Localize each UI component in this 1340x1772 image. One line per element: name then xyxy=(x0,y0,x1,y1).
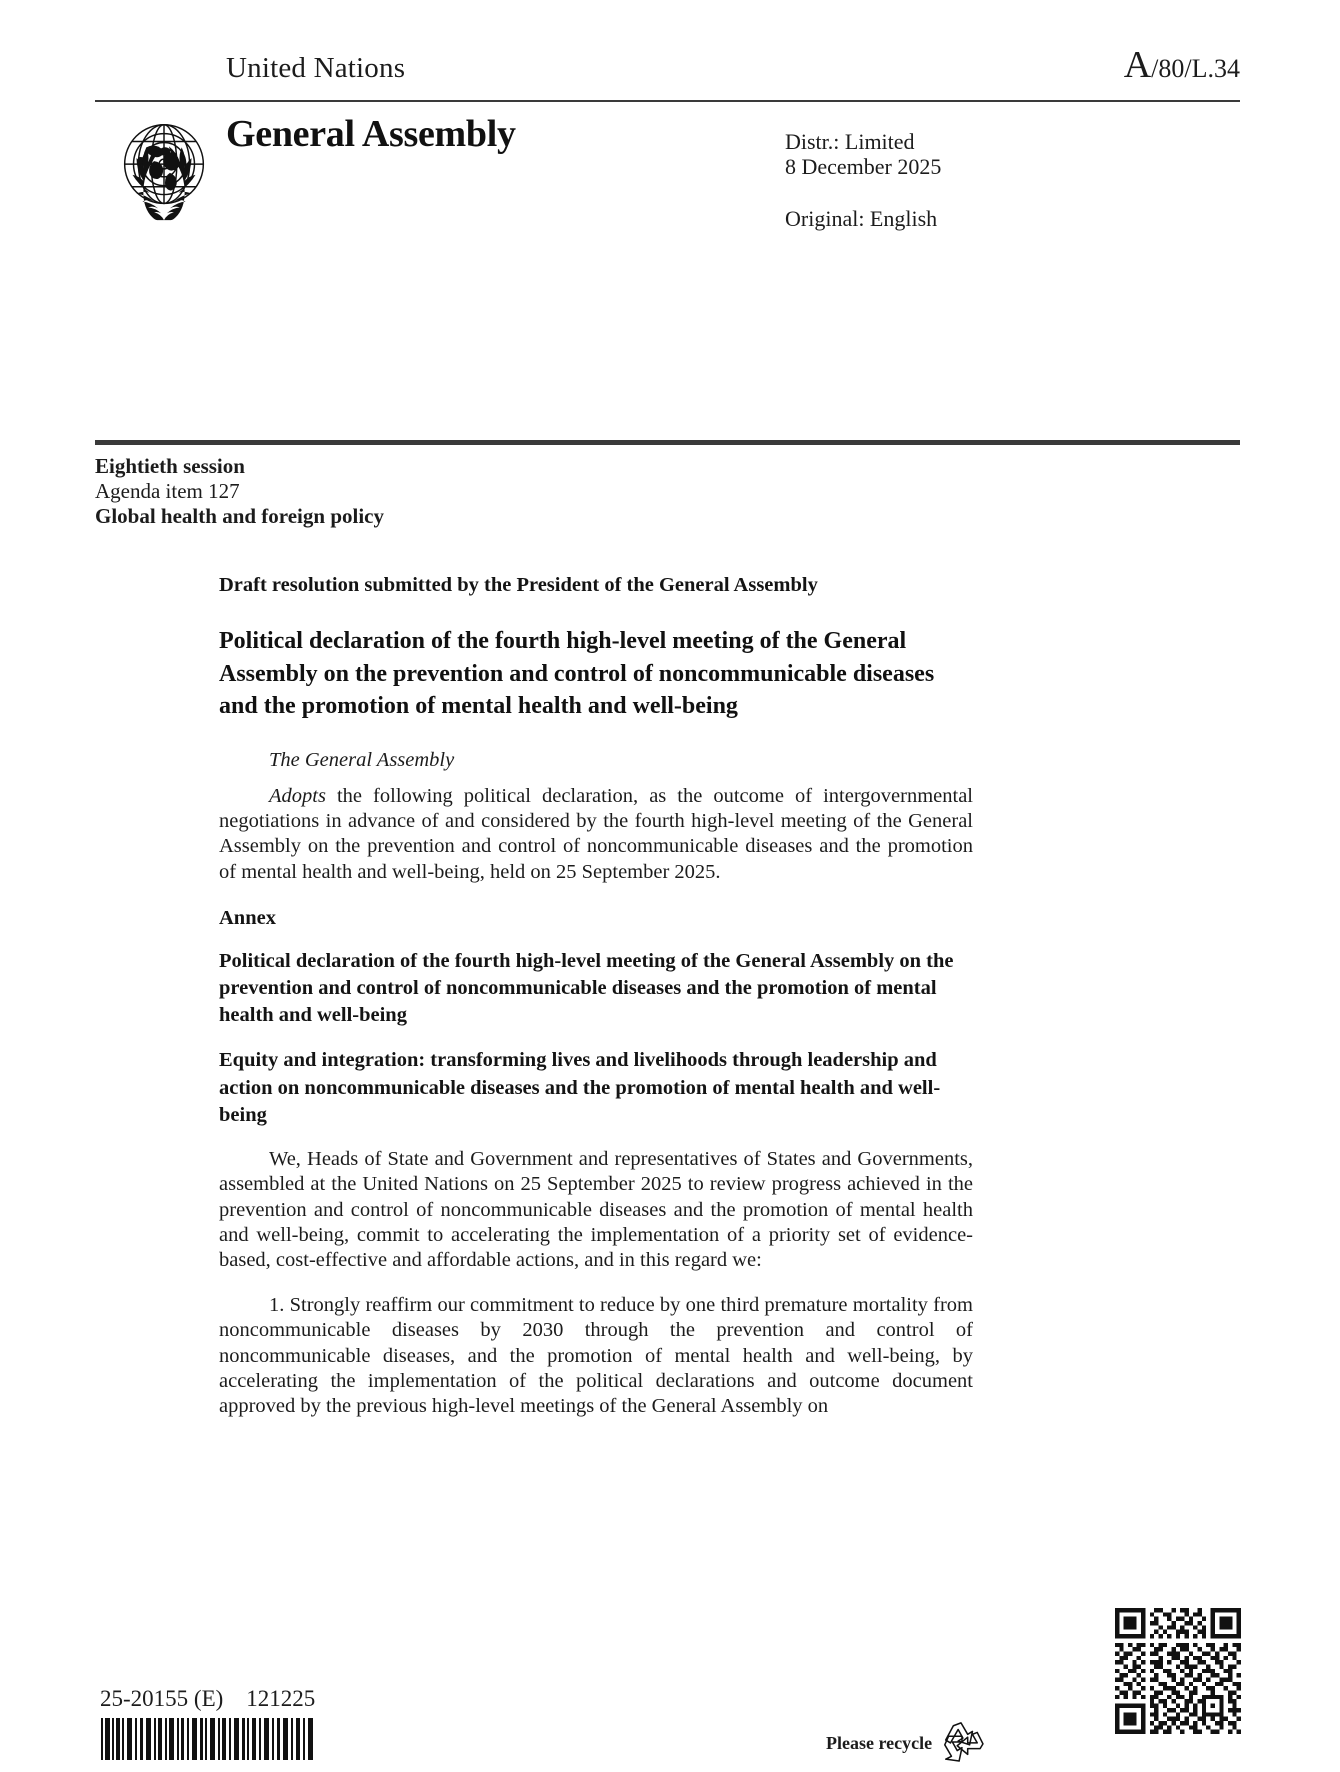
agenda-title: Global health and foreign policy xyxy=(95,503,384,528)
distribution-block xyxy=(785,130,941,232)
document-date: 8 December 2025 xyxy=(785,153,942,179)
document-symbol-suffix: /80/L.34 xyxy=(1151,54,1240,83)
document-symbol-prefix: A xyxy=(1123,44,1152,86)
annex-title: Political declaration of the fourth high-level meeting of the General Assembly on the prevention and control of noncommunicable diseases and the promotion of mental health and well-being xyxy=(219,949,954,1027)
masthead-divider xyxy=(95,100,1240,102)
original-language: Original: English xyxy=(785,206,938,232)
preamble-paragraph: We, Heads of State and Government and representatives of States and Governments, assembled at the United Nations on 25 September 2025 to review progress achieved in the prevention and control of noncommunicable diseases and the promotion of mental health and well-being, commit to accelerating the implementation of a priority set of evidence-based, cost-effective and affordable actions, and in this regard we: xyxy=(219,1148,973,1272)
annex-subtitle: Equity and integration: transforming lives and livelihoods through leadership and action on noncommunicable diseases and the promotion of mental health and well-being xyxy=(219,1049,941,1126)
recycle-notice xyxy=(826,1720,984,1767)
session-block xyxy=(95,454,384,528)
job-number: 25-20155 (E) 121225 xyxy=(100,1686,316,1711)
assembly-line: The General Assembly xyxy=(269,748,455,771)
paragraph-number: 1. xyxy=(269,1294,285,1317)
operative-paragraph-1 xyxy=(219,1293,973,1419)
masthead xyxy=(95,44,1240,352)
submitted-by-heading: Draft resolution submitted by the President of the General Assembly xyxy=(219,574,818,596)
session-line: Eightieth session xyxy=(95,454,245,478)
qr-code xyxy=(1115,1608,1241,1734)
adopts-lead-word: Adopts xyxy=(269,784,326,807)
operative-paragraph-1-text: Strongly reaffirm our commitment to reduce by one third premature mortality from noncommunicable diseases by 2030 through the prevention and control of noncommunicable diseases, and the promotion of mental health and well-being, by accelerating the implementation of the political declarations and outcome document approved by the previous high-level meetings of the General Assembly on xyxy=(219,1294,973,1418)
distribution-line: Distr.: Limited xyxy=(785,129,915,154)
annex-label: Annex xyxy=(219,906,276,929)
adopts-paragraph xyxy=(219,784,973,885)
resolution-title: Political declaration of the fourth high-level meeting of the General Assembly on the prevention and control of noncommunicable diseases and the promotion of mental health and well-being xyxy=(219,628,935,720)
un-emblem-icon xyxy=(105,110,223,228)
agenda-item: Agenda item 127 xyxy=(95,478,240,503)
organization-name: United Nations xyxy=(226,52,406,84)
adopts-paragraph-text: the following political declaration, as the outcome of intergovernmental negotiations in advance of and considered by the fourth high-level meeting of the General Assembly on the prevention and control of noncommunicable diseases and the promotion of mental health and well-being, held on 25 September 2025. xyxy=(219,784,973,883)
recycle-icon xyxy=(938,1720,984,1767)
session-divider xyxy=(95,440,1240,445)
document-symbol xyxy=(1123,44,1240,86)
document-body xyxy=(219,572,973,1441)
recycle-label: Please recycle xyxy=(826,1733,933,1753)
barcode xyxy=(101,1718,315,1760)
body-name: General Assembly xyxy=(226,113,516,155)
